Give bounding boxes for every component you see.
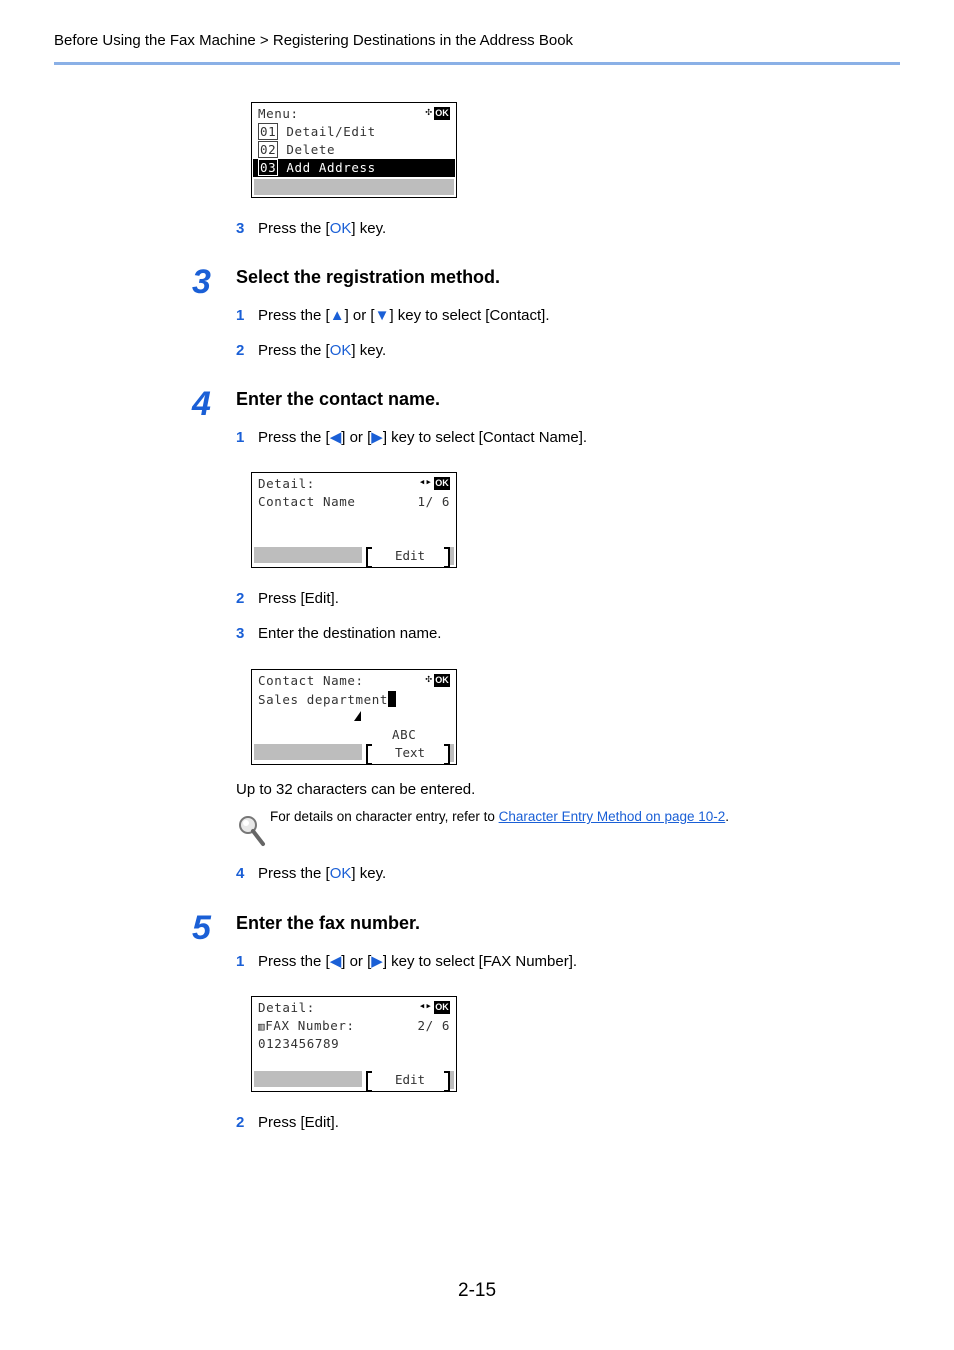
down-arrow-icon: ▼ — [374, 307, 390, 324]
character-limit-text: Up to 32 characters can be entered. — [236, 781, 476, 798]
substep: 2 Press [Edit]. — [236, 590, 339, 607]
lcd-bottom-bar — [254, 1071, 362, 1087]
step-number: 4 — [192, 385, 211, 423]
substep: 4 Press the [OK] key. — [236, 865, 387, 882]
left-arrow-icon: ◀ — [329, 429, 342, 446]
lcd-detail-fax-screen — [251, 996, 457, 1092]
lcd-menu-screen — [251, 102, 457, 198]
left-right-arrow-icon: ◂▸ — [418, 999, 432, 1012]
header-rule — [54, 62, 900, 65]
substep: 2 Press the [OK] key. — [236, 342, 387, 359]
magnifier-note-icon — [236, 813, 266, 847]
left-right-arrow-icon: ◂▸ — [418, 475, 432, 488]
edit-softkey[interactable]: Edit — [366, 547, 454, 565]
right-arrow-icon: ▶ — [371, 429, 383, 446]
substep: 3 Press the [OK] key. — [236, 220, 387, 237]
lcd-title: Detail: — [258, 476, 315, 491]
lcd-page-indicator: 1/ 6 — [417, 494, 450, 509]
substep: 1 Press the [◀] or [▶] key to select [Contact Name]. — [236, 429, 588, 446]
lcd-field-label: Contact Name — [258, 494, 356, 509]
fax-number-value: 0123456789 — [258, 1036, 340, 1051]
lcd-contact-name-screen — [251, 669, 457, 765]
lcd-bottom-bar — [254, 547, 362, 563]
character-entry-link[interactable]: Character Entry Method on page 10-2 — [498, 809, 726, 824]
lcd-bottom-bar — [254, 744, 362, 760]
ok-key-icon: OK — [435, 478, 449, 488]
text-softkey[interactable]: Text — [366, 744, 454, 762]
text-cursor — [388, 691, 396, 707]
lcd-title: Contact Name: — [258, 673, 364, 688]
menu-item: 01 Detail/Edit — [260, 124, 376, 139]
substep: 2 Press [Edit]. — [236, 1114, 339, 1131]
menu-item-selected: 03 Add Address — [253, 159, 455, 177]
step-number: 3 — [192, 263, 211, 301]
up-arrow-icon: ▲ — [329, 307, 345, 324]
reference-note: For details on character entry, refer to Character Entry Method on page 10-2. — [270, 809, 730, 824]
four-way-arrow-icon: ✣ — [425, 105, 432, 118]
lcd-title: Detail: — [258, 1000, 315, 1015]
ok-key-label: OK — [329, 865, 352, 882]
four-way-arrow-icon: ✣ — [425, 672, 432, 685]
step-title: Select the registration method. — [236, 267, 501, 287]
ok-key-label: OK — [329, 220, 352, 237]
substep: 1 Press the [▲] or [▼] key to select [Contact]. — [236, 307, 550, 324]
lcd-page-indicator: 2/ 6 — [417, 1018, 450, 1033]
left-arrow-icon: ◀ — [329, 953, 342, 970]
lcd-detail-contact-screen — [251, 472, 457, 568]
step-title: Enter the fax number. — [236, 913, 421, 933]
menu-item: 02 Delete — [260, 142, 336, 157]
lcd-text-input[interactable]: Sales department — [258, 691, 396, 707]
right-arrow-icon: ▶ — [371, 953, 383, 970]
substep: 1 Press the [◀] or [▶] key to select [FAX Number]. — [236, 953, 578, 970]
scroll-bar — [254, 179, 454, 195]
lcd-field-label: ▥FAX Number: — [258, 1018, 355, 1033]
input-mode-label: ABC — [392, 727, 417, 742]
step-number: 5 — [192, 909, 211, 947]
step-title: Enter the contact name. — [236, 389, 441, 409]
substep: 3 Enter the destination name. — [236, 625, 442, 642]
input-mode-indicator-icon — [354, 711, 361, 721]
fax-icon: ▥ — [258, 1020, 266, 1033]
page-number: 2-15 — [458, 1280, 497, 1301]
ok-key-label: OK — [329, 342, 352, 359]
edit-softkey[interactable]: Edit — [366, 1071, 454, 1089]
lcd-title: Menu: — [258, 106, 299, 121]
ok-key-icon: OK — [435, 108, 449, 118]
breadcrumb: Before Using the Fax Machine > Registering Destinations in the Address Book — [54, 32, 574, 49]
ok-key-icon: OK — [435, 675, 449, 685]
ok-key-icon: OK — [435, 1002, 449, 1012]
